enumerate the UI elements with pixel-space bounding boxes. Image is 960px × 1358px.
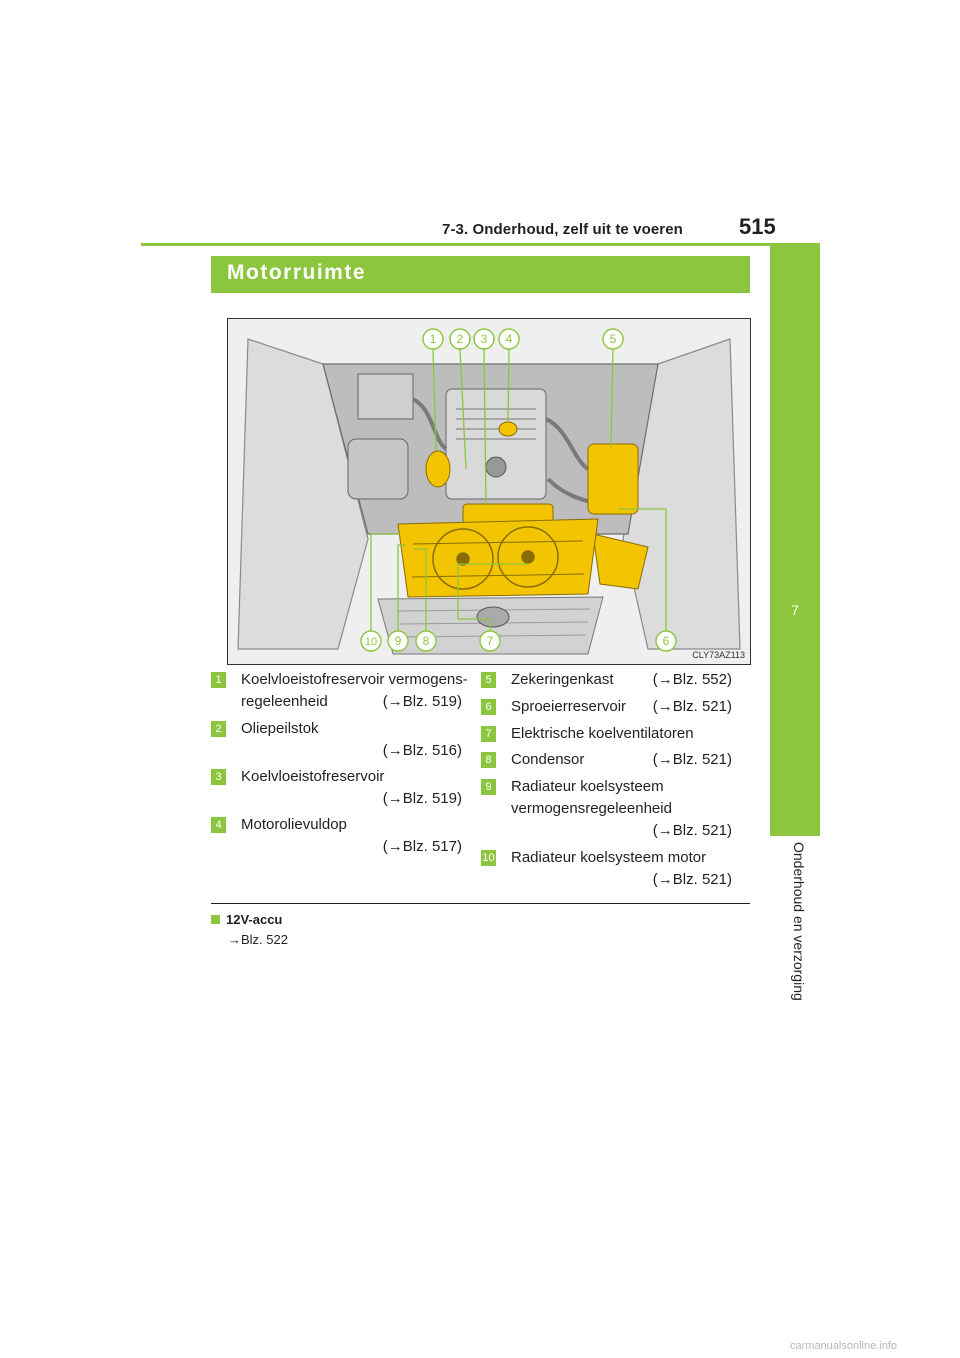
legend-label-line2: regeleenheid (241, 693, 328, 710)
legend-number: 4 (211, 817, 226, 833)
legend-item-9 (481, 777, 732, 843)
legend-label: Condensor (511, 751, 585, 768)
callout-8: 8 (422, 634, 430, 648)
section-divider (211, 903, 750, 904)
legend-label: Elektrische koelventilatoren (511, 725, 694, 742)
legend-label: Motorolievuldop (241, 816, 347, 833)
page-reference[interactable]: (→Blz. 521) (652, 698, 732, 715)
callout-6: 6 (662, 634, 670, 648)
section-title: Motorruimte (227, 261, 366, 284)
page-reference[interactable]: (→Blz. 519) (382, 790, 462, 807)
legend-label: Oliepeilstok (241, 720, 319, 737)
legend-number: 10 (482, 852, 495, 864)
legend-number: 3 (211, 769, 226, 785)
legend-item-2 (211, 719, 462, 763)
page-reference[interactable]: (→Blz. 517) (382, 838, 462, 855)
legend-number: 6 (481, 699, 496, 715)
legend-item-5 (481, 670, 732, 692)
page-reference[interactable]: (→Blz. 521) (652, 871, 732, 888)
figure-code: CLY73AZ113 (692, 650, 745, 660)
note-title: 12V-accu (226, 912, 283, 927)
engine-illustration (228, 319, 750, 664)
callout-1: 1 (429, 332, 437, 346)
callout-7: 7 (486, 634, 494, 648)
page-reference[interactable]: (→Blz. 516) (382, 742, 462, 759)
legend-label: Zekeringenkast (511, 671, 614, 688)
section-title-bar (211, 256, 750, 293)
legend-item-10 (481, 848, 732, 892)
legend-label: Radiateur koelsysteem motor (511, 849, 707, 866)
legend-item-8 (481, 750, 732, 772)
chapter-label: Onderhoud en verzorging (791, 842, 807, 1001)
callout-2: 2 (456, 332, 464, 346)
page-reference[interactable]: (→Blz. 521) (652, 751, 732, 768)
legend-item-6 (481, 697, 732, 719)
legend-item-4 (211, 815, 462, 859)
square-bullet-icon (211, 915, 220, 924)
legend-label: Koelvloeistofreservoir vermogens- (241, 671, 468, 688)
legend-label: Koelvloeistofreservoir (241, 768, 385, 785)
legend-label: Sproeierreservoir (511, 698, 627, 715)
legend-number: 7 (481, 726, 496, 742)
legend-item-3 (211, 767, 462, 811)
legend-number: 1 (211, 672, 226, 688)
header-rule (141, 243, 820, 246)
legend-number: 8 (481, 752, 496, 768)
legend-label: Radiateur koelsysteem (511, 778, 664, 795)
running-header-section: 7-3. Onderhoud, zelf uit te voeren (442, 221, 683, 238)
callout-5: 5 (609, 332, 617, 346)
legend-item-7 (481, 724, 732, 746)
page-reference[interactable]: (→Blz. 519) (382, 693, 462, 710)
legend-number: 2 (211, 721, 226, 737)
callout-10: 10 (364, 636, 378, 648)
legend-number: 9 (481, 779, 496, 795)
callout-9: 9 (394, 634, 402, 648)
legend-item-1 (211, 670, 468, 714)
note-heading (211, 912, 282, 927)
chapter-tab[interactable] (770, 246, 820, 836)
legend-number: 5 (481, 672, 496, 688)
page-reference[interactable]: (→Blz. 521) (652, 822, 732, 839)
page-reference[interactable]: (→Blz. 552) (652, 671, 732, 688)
note-page-reference[interactable]: →Blz. 522 (228, 932, 288, 947)
legend-label-line2: vermogensregeleenheid (511, 800, 672, 817)
callout-3: 3 (480, 332, 488, 346)
callout-4: 4 (505, 332, 513, 346)
footer-watermark: carmanualsonline.info (790, 1340, 898, 1352)
page-number: 515 (739, 214, 776, 239)
chapter-number: 7 (791, 602, 799, 618)
engine-compartment-figure (227, 318, 751, 665)
